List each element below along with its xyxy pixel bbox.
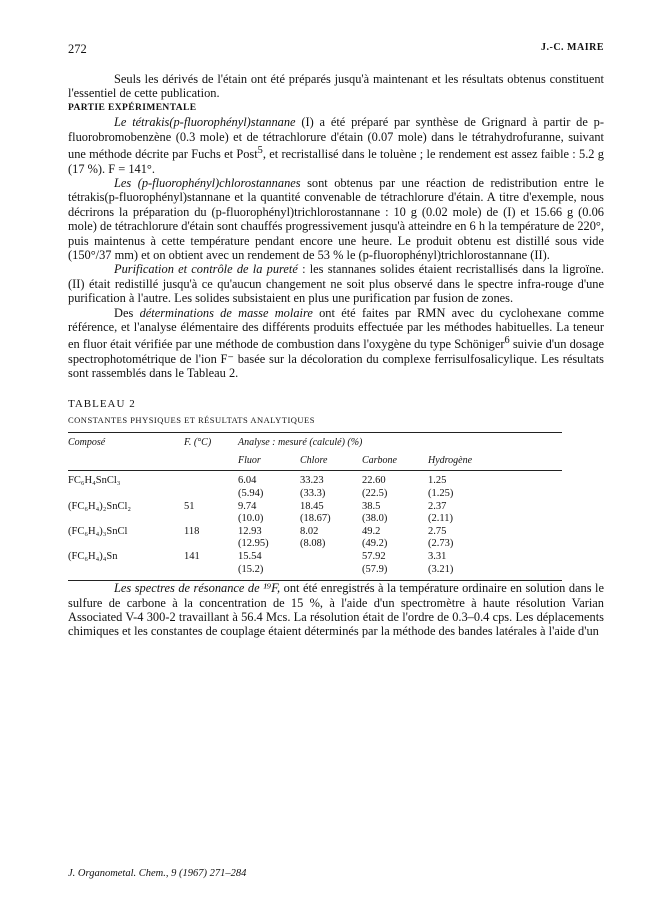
header-analyse: Analyse : mesuré (calculé) (%): [238, 432, 562, 452]
page-number: 272: [68, 42, 87, 56]
cell-f: [184, 471, 238, 501]
results-table: [68, 432, 562, 582]
hydrogene-calculated: (3.21): [428, 563, 454, 575]
fluor-calculated: (12.95): [238, 538, 269, 550]
cell-f: 118: [184, 525, 200, 537]
cell-carbone: [362, 551, 428, 581]
hydrogene-measured: 2.37: [428, 500, 447, 512]
fluor-measured: 9.74: [238, 500, 257, 512]
cell-f: 141: [184, 551, 238, 581]
fluor-measured: 12.93: [238, 525, 262, 537]
cell-fluor: [238, 551, 300, 581]
table-row: [68, 551, 562, 581]
cell-chlore: [300, 471, 362, 501]
intro-paragraph: Seuls les dérivés de l'étain ont été préparés jusqu'à maintenant et les résultats obtenus constituent l'essentiel de cette publication.: [68, 72, 604, 101]
paragraph-spectres: [68, 581, 604, 639]
journal-citation: J. Organometal. Chem., 9 (1967) 271–284: [68, 868, 247, 879]
hydrogene-calculated: (1.25): [428, 488, 454, 499]
ref-6: 6: [504, 335, 510, 347]
header-hydrogene: Hydrogène: [428, 452, 562, 471]
cell-carbone: [362, 471, 428, 501]
body-spectres: ont été enregistrés à la température ordinaire en solution dans le sulfure de carbone à la concentration de 15 %, à l'aide d'un spectromètre à haute résolution Varian Associated V-4 300-2 travaillant à 56.4 Mcs. La résolution était de l'ordre de 0.3–0.4 cps. Les déplacements chimiques et les constantes de couplage étaient déterminés par la méthode des bandes latérales à l'aide d'un: [68, 581, 604, 639]
paragraph-masse: [68, 306, 604, 381]
cell-fluor: [238, 471, 300, 501]
table-subtitle: CONSTANTES PHYSIQUES ET RÉSULTATS ANALYTIQUES: [68, 415, 315, 426]
header-fluor: Fluor: [238, 452, 300, 471]
lead-chloro: Les (p-fluorophényl)chlorostannanes: [114, 175, 301, 190]
lead-spectres: Les spectres de résonance de ¹⁹F,: [114, 581, 281, 596]
carbone-calculated: (38.0): [362, 513, 388, 525]
page-header: [68, 42, 604, 58]
table-row: [68, 526, 562, 551]
cell-hydrogene: [428, 551, 562, 581]
header-carbone: Carbone: [362, 452, 428, 471]
cell-carbone: [362, 526, 428, 551]
cell-hydrogene: [428, 526, 562, 551]
hydrogene-measured: 1.25: [428, 475, 447, 487]
running-author: J.-C. MAIRE: [541, 42, 604, 53]
cell-f: 51: [184, 500, 195, 512]
carbone-calculated: (57.9): [362, 563, 388, 575]
fluor-calculated: (10.0): [238, 513, 264, 525]
carbone-calculated: (22.5): [362, 488, 388, 499]
chlore-measured: 8.02: [300, 525, 319, 537]
ref-5: 5: [257, 145, 263, 157]
table-row: [68, 501, 562, 526]
chlore-calculated: (33.3): [300, 488, 326, 499]
carbone-measured: 38.5: [362, 500, 381, 512]
cell-chlore: [300, 526, 362, 551]
chlore-measured: 18.45: [300, 500, 324, 512]
cell-compound: (FC₆H₄)₃SnCl: [68, 525, 128, 537]
paragraph-chlorostannanes: [68, 176, 604, 262]
hydrogene-measured: 2.75: [428, 525, 447, 537]
body-tetrakis: (I) a été préparé par synthèse de Grignard à partir de p-fluorobromobenzène (0.3 mole) et de tétrachlorure d'étain (0.07 mole) dans le tétrahydrofuranne, suivant une méthode décrite par Fuchs et Post: [68, 115, 604, 162]
carbone-measured: 22.60: [362, 475, 386, 487]
chlore-calculated: (18.67): [300, 513, 331, 525]
cell-compound: (FC₆H₄)₄Sn: [68, 551, 184, 581]
paragraph-tetrakis: [68, 115, 604, 176]
hydrogene-calculated: (2.11): [428, 513, 453, 525]
hydrogene-calculated: (2.73): [428, 538, 454, 550]
tail-masse: suivie d'un dosage spectrophotométrique de l'ion F⁻ basée sur la décoloration du complexe ferrisulfosalicylique. Les résultats sont rassemblés dans le Tableau 2.: [68, 337, 604, 381]
chlore-measured: 33.23: [300, 475, 324, 487]
lead-tetrakis: Le tétrakis(p-fluorophényl)stannane: [114, 115, 296, 130]
hydrogene-measured: 3.31: [428, 550, 447, 562]
tail-tetrakis: , et recristallisé dans le toluène ; le rendement est assez faible : 5.2 g (17 %). F = 141°.: [68, 147, 604, 176]
section-heading: PARTIE EXPÉRIMENTALE: [68, 102, 197, 113]
table-title: TABLEAU 2: [68, 397, 136, 410]
lead-purif: Purification et contrôle de la pureté: [114, 262, 298, 277]
article-body: [68, 72, 604, 639]
lead-masse: déterminations de masse molaire: [139, 305, 313, 320]
fluor-measured: 15.54: [238, 550, 262, 562]
header-compose: Composé: [68, 432, 184, 471]
fluor-measured: 6.04: [238, 475, 257, 487]
carbone-measured: 57.92: [362, 550, 386, 562]
fluor-calculated: (15.2): [238, 563, 264, 575]
cell-carbone: [362, 501, 428, 526]
cell-hydrogene: [428, 471, 562, 501]
carbone-measured: 49.2: [362, 525, 381, 537]
cell-compound: FC₆H₄SnCl₃: [68, 475, 121, 487]
cell-fluor: [238, 526, 300, 551]
paragraph-purification: [68, 262, 604, 305]
fluor-calculated: (5.94): [238, 488, 264, 499]
cell-fluor: [238, 501, 300, 526]
cell-chlore: [300, 551, 362, 581]
table-row: [68, 471, 562, 501]
chlore-calculated: (8.08): [300, 538, 326, 550]
pre-masse: Des: [114, 305, 140, 320]
carbone-calculated: (49.2): [362, 538, 388, 550]
cell-chlore: [300, 501, 362, 526]
header-f: F. (°C): [184, 432, 238, 471]
body-masse: ont été faites par RMN avec du cyclohexane comme référence, et l'analyse élémentaire des différents produits effectuée par les méthodes habituelles. La teneur en fluor était vérifiée par une méthode de combustion dans l'oxygène du type Schöniger: [68, 305, 605, 352]
cell-hydrogene: [428, 501, 562, 526]
cell-compound: (FC₆H₄)₂SnCl₂: [68, 500, 132, 512]
body-purif: : les stannanes solides étaient recristallisés dans la ligroïne. (II) était redistillé jusqu'à ce qu'aucun changement ne soit plus observé dans le spectre infra-rouge d'une purification à l'autre. Les solides subsistaient en plus une purification par fusion de zones.: [68, 262, 604, 306]
header-chlore: Chlore: [300, 452, 362, 471]
body-chloro: sont obtenus par une réaction de redistribution entre le tétrakis(p-fluorophényl)stannane et la quantité convenable de tétrachlorure d'étain. A titre d'exemple, nous décrirons la préparation du (p-fluorophényl)trichlorostannane : 10 g (0.02 mole) de (I) et 15.66 g (0.06 mole) de tétrachlorure d'étain sont chauffés progressivement jusqu'à atteindre en 6 h la température de 220°, puis maintenus à cette température pendant encore une heure. Le produit obtenu est distillé sous vide (150°/37 mm) et on obtient avec un rendement de 53 % le (p-fluorophényl)trichlorostannane (II).: [68, 175, 604, 262]
